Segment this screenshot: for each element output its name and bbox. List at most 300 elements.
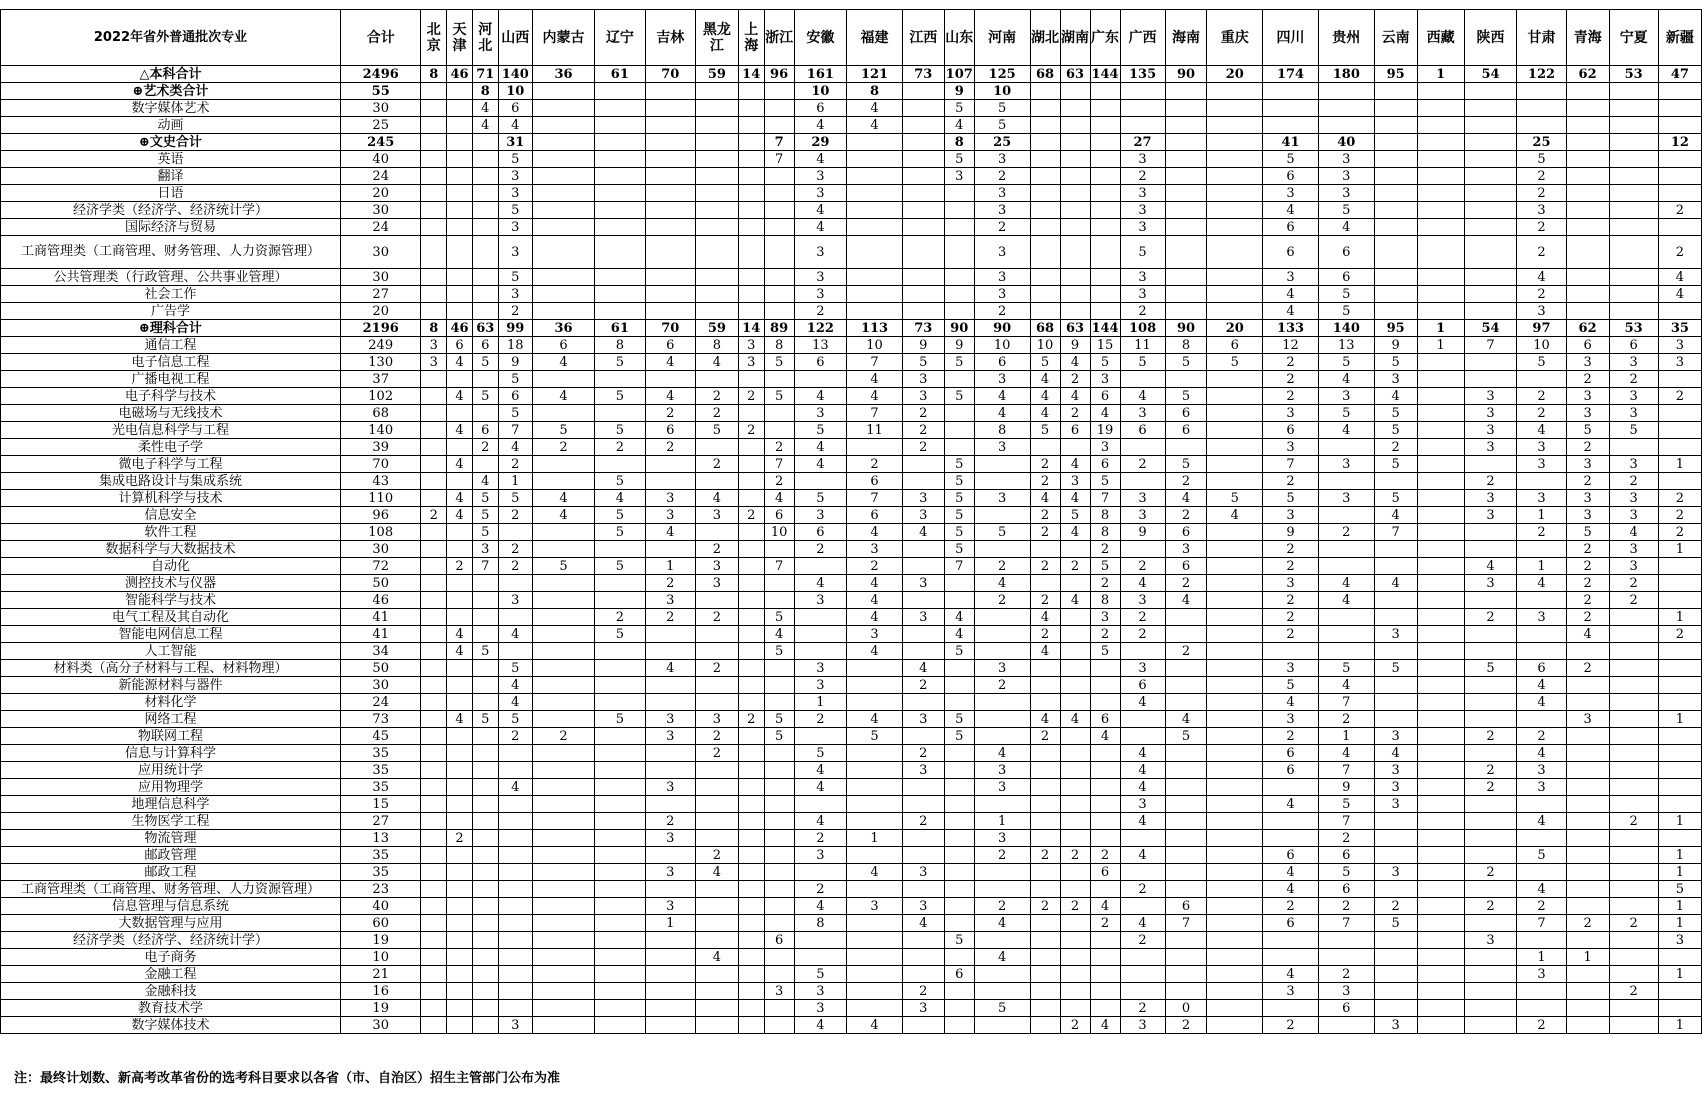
cell-value: 1 bbox=[1658, 915, 1701, 932]
cell-value bbox=[1207, 728, 1263, 745]
cell-value bbox=[421, 286, 447, 303]
cell-value bbox=[738, 898, 764, 915]
cell-value bbox=[1207, 202, 1263, 219]
cell-value: 2 bbox=[532, 439, 594, 456]
cell-value bbox=[1417, 1000, 1464, 1017]
cell-value: 3 bbox=[794, 168, 847, 185]
cell-value bbox=[595, 728, 645, 745]
cell-value bbox=[595, 456, 645, 473]
cell-value: 4 bbox=[847, 592, 903, 609]
cell-value: 2 bbox=[738, 507, 764, 524]
cell-value bbox=[595, 796, 645, 813]
cell-value bbox=[472, 626, 498, 643]
cell-value bbox=[1090, 269, 1120, 286]
cell-value bbox=[472, 796, 498, 813]
cell-value: 4 bbox=[1120, 915, 1165, 932]
cell-value bbox=[847, 439, 903, 456]
cell-value: 2 bbox=[1030, 507, 1060, 524]
cell-value bbox=[1464, 796, 1517, 813]
cell-value: 2 bbox=[1374, 898, 1417, 915]
cell-value bbox=[645, 881, 695, 898]
cell-value bbox=[974, 694, 1030, 711]
cell-value bbox=[1207, 643, 1263, 660]
cell-value bbox=[974, 609, 1030, 626]
cell-value bbox=[472, 864, 498, 881]
cell-value bbox=[1464, 949, 1517, 966]
cell-value: 6 bbox=[1090, 711, 1120, 728]
cell-value: 4 bbox=[974, 949, 1030, 966]
cell-value bbox=[1060, 983, 1090, 1000]
cell-value: 3 bbox=[1464, 507, 1517, 524]
cell-value: 90 bbox=[944, 320, 974, 337]
cell-value: 2 bbox=[1517, 236, 1566, 269]
cell-value bbox=[595, 830, 645, 847]
cell-value: 3 bbox=[1658, 354, 1701, 371]
cell-value bbox=[498, 915, 532, 932]
cell-value bbox=[1207, 83, 1263, 100]
cell-value: 3 bbox=[645, 728, 695, 745]
header-province: 辽宁 bbox=[595, 10, 645, 66]
cell-value bbox=[1060, 303, 1090, 320]
cell-value: 6 bbox=[1318, 847, 1374, 864]
cell-value: 5 bbox=[764, 354, 794, 371]
cell-value bbox=[645, 541, 695, 558]
cell-value: 174 bbox=[1263, 66, 1319, 83]
cell-value bbox=[1658, 168, 1701, 185]
cell-value bbox=[595, 117, 645, 134]
cell-value bbox=[532, 185, 594, 202]
cell-value bbox=[1658, 151, 1701, 168]
cell-value: 2 bbox=[1464, 779, 1517, 796]
cell-value: 4 bbox=[447, 711, 473, 728]
cell-value: 2 bbox=[695, 609, 738, 626]
cell-value: 3 bbox=[974, 151, 1030, 168]
cell-value bbox=[1030, 796, 1060, 813]
cell-value bbox=[944, 949, 974, 966]
cell-value: 2 bbox=[1566, 439, 1609, 456]
cell-value bbox=[532, 371, 594, 388]
cell-value: 180 bbox=[1318, 66, 1374, 83]
cell-value bbox=[1464, 881, 1517, 898]
cell-value: 4 bbox=[1030, 609, 1060, 626]
cell-value: 4 bbox=[1120, 575, 1165, 592]
cell-value bbox=[472, 1017, 498, 1034]
cell-value bbox=[1374, 643, 1417, 660]
cell-value bbox=[421, 422, 447, 439]
cell-value bbox=[764, 898, 794, 915]
cell-value bbox=[847, 779, 903, 796]
cell-value: 5 bbox=[794, 490, 847, 507]
cell-value bbox=[764, 286, 794, 303]
cell-value: 2 bbox=[1030, 847, 1060, 864]
cell-value bbox=[472, 966, 498, 983]
cell-value: 4 bbox=[1090, 898, 1120, 915]
cell-value: 2 bbox=[794, 303, 847, 320]
cell-value bbox=[1060, 100, 1090, 117]
cell-value: 3 bbox=[645, 898, 695, 915]
cell-value bbox=[1165, 881, 1207, 898]
cell-value bbox=[1464, 830, 1517, 847]
cell-value: 3 bbox=[1464, 490, 1517, 507]
cell-value bbox=[595, 405, 645, 422]
cell-value bbox=[1374, 269, 1417, 286]
cell-value: 8 bbox=[944, 134, 974, 151]
cell-value: 2 bbox=[794, 541, 847, 558]
cell-value bbox=[1030, 541, 1060, 558]
cell-value bbox=[1464, 677, 1517, 694]
cell-value bbox=[902, 185, 944, 202]
cell-value: 5 bbox=[1165, 456, 1207, 473]
cell-value bbox=[1566, 796, 1609, 813]
cell-value: 113 bbox=[847, 320, 903, 337]
cell-value: 2 bbox=[1030, 592, 1060, 609]
cell-value: 46 bbox=[447, 66, 473, 83]
cell-value: 6 bbox=[847, 473, 903, 490]
cell-value bbox=[738, 168, 764, 185]
cell-value bbox=[1464, 456, 1517, 473]
cell-value: 40 bbox=[1318, 134, 1374, 151]
cell-value bbox=[1417, 915, 1464, 932]
cell-value: 2 bbox=[764, 473, 794, 490]
cell-value bbox=[532, 796, 594, 813]
cell-value bbox=[738, 134, 764, 151]
cell-value bbox=[695, 473, 738, 490]
cell-value: 3 bbox=[695, 558, 738, 575]
cell-value: 4 bbox=[1517, 745, 1566, 762]
cell-value bbox=[764, 915, 794, 932]
cell-value bbox=[1609, 847, 1658, 864]
table-row bbox=[1, 236, 1702, 269]
cell-value: 4 bbox=[447, 422, 473, 439]
cell-value: 6 bbox=[1263, 219, 1319, 236]
cell-value bbox=[1374, 236, 1417, 269]
cell-value bbox=[695, 983, 738, 1000]
cell-value: 2 bbox=[1464, 609, 1517, 626]
cell-value bbox=[421, 100, 447, 117]
cell-value: 3 bbox=[1464, 405, 1517, 422]
cell-value bbox=[1207, 983, 1263, 1000]
cell-value: 4 bbox=[498, 779, 532, 796]
cell-value: 5 bbox=[1318, 354, 1374, 371]
row-total: 13 bbox=[340, 830, 420, 847]
cell-value bbox=[695, 185, 738, 202]
cell-value: 2 bbox=[1318, 898, 1374, 915]
cell-value bbox=[645, 1000, 695, 1017]
cell-value bbox=[1060, 286, 1090, 303]
cell-value bbox=[1517, 983, 1566, 1000]
cell-value bbox=[794, 728, 847, 745]
header-province: 山西 bbox=[498, 10, 532, 66]
cell-value: 4 bbox=[1090, 728, 1120, 745]
cell-value: 2 bbox=[902, 983, 944, 1000]
cell-value bbox=[1464, 151, 1517, 168]
cell-value: 2 bbox=[1658, 236, 1701, 269]
cell-value bbox=[1060, 185, 1090, 202]
cell-value: 5 bbox=[498, 269, 532, 286]
cell-value bbox=[421, 830, 447, 847]
cell-value: 4 bbox=[1263, 864, 1319, 881]
major-name: 物流管理 bbox=[1, 830, 341, 847]
cell-value bbox=[1060, 202, 1090, 219]
cell-value bbox=[764, 236, 794, 269]
cell-value bbox=[1030, 439, 1060, 456]
cell-value: 3 bbox=[1517, 456, 1566, 473]
cell-value bbox=[1609, 286, 1658, 303]
cell-value bbox=[472, 219, 498, 236]
cell-value bbox=[595, 219, 645, 236]
cell-value bbox=[1609, 949, 1658, 966]
cell-value: 3 bbox=[1318, 151, 1374, 168]
cell-value bbox=[764, 592, 794, 609]
cell-value bbox=[695, 1000, 738, 1017]
cell-value: 1 bbox=[1658, 864, 1701, 881]
cell-value bbox=[421, 932, 447, 949]
cell-value bbox=[1658, 660, 1701, 677]
cell-value: 144 bbox=[1091, 66, 1119, 82]
cell-value bbox=[1517, 473, 1566, 490]
cell-value: 2 bbox=[1566, 473, 1609, 490]
cell-value bbox=[498, 864, 532, 881]
cell-value bbox=[1120, 541, 1165, 558]
cell-value: 4 bbox=[847, 100, 903, 117]
cell-value: 2 bbox=[974, 677, 1030, 694]
cell-value: 1 bbox=[1517, 949, 1566, 966]
cell-value: 4 bbox=[532, 388, 594, 405]
cell-value: 3 bbox=[1120, 286, 1165, 303]
cell-value bbox=[847, 303, 903, 320]
cell-value bbox=[1609, 303, 1658, 320]
cell-value bbox=[847, 219, 903, 236]
cell-value bbox=[695, 219, 738, 236]
cell-value: 6 bbox=[1060, 422, 1090, 439]
cell-value bbox=[1120, 949, 1165, 966]
cell-value: 2 bbox=[1060, 558, 1090, 575]
major-name: 计算机科学与技术 bbox=[1, 490, 341, 507]
cell-value: 3 bbox=[902, 711, 944, 728]
cell-value bbox=[1165, 745, 1207, 762]
cell-value bbox=[1060, 609, 1090, 626]
cell-value: 2 bbox=[1517, 405, 1566, 422]
cell-value: 95 bbox=[1374, 320, 1417, 337]
cell-value: 5 bbox=[794, 966, 847, 983]
cell-value bbox=[1374, 813, 1417, 830]
cell-value bbox=[1374, 303, 1417, 320]
cell-value bbox=[764, 100, 794, 117]
row-total: 21 bbox=[340, 966, 420, 983]
cell-value bbox=[738, 728, 764, 745]
cell-value: 3 bbox=[498, 1017, 532, 1034]
cell-value bbox=[695, 643, 738, 660]
cell-value bbox=[498, 575, 532, 592]
cell-value: 3 bbox=[902, 388, 944, 405]
cell-value: 4 bbox=[902, 915, 944, 932]
cell-value bbox=[1060, 151, 1090, 168]
cell-value: 3 bbox=[1318, 456, 1374, 473]
cell-value: 54 bbox=[1464, 320, 1517, 337]
cell-value bbox=[532, 898, 594, 915]
cell-value: 140 bbox=[498, 66, 532, 83]
cell-value: 4 bbox=[1060, 524, 1090, 541]
cell-value bbox=[472, 236, 498, 269]
cell-value bbox=[532, 949, 594, 966]
cell-value bbox=[1090, 966, 1120, 983]
cell-value bbox=[1464, 83, 1517, 100]
cell-value: 4 bbox=[1263, 202, 1319, 219]
cell-value bbox=[472, 1000, 498, 1017]
cell-value: 5 bbox=[498, 490, 532, 507]
cell-value bbox=[1566, 677, 1609, 694]
cell-value: 3 bbox=[1609, 490, 1658, 507]
cell-value bbox=[1090, 949, 1120, 966]
cell-value: 4 bbox=[1030, 643, 1060, 660]
cell-value: 6 bbox=[1263, 168, 1319, 185]
cell-value: 3 bbox=[695, 507, 738, 524]
cell-value: 6 bbox=[1263, 422, 1319, 439]
cell-value: 3 bbox=[974, 236, 1030, 269]
cell-value bbox=[764, 269, 794, 286]
cell-value bbox=[695, 286, 738, 303]
cell-value: 2 bbox=[1318, 830, 1374, 847]
cell-value: 14 bbox=[738, 66, 764, 83]
cell-value bbox=[645, 168, 695, 185]
cell-value: 3 bbox=[498, 185, 532, 202]
cell-value: 3 bbox=[1120, 269, 1165, 286]
cell-value: 8 bbox=[847, 83, 903, 100]
cell-value bbox=[1609, 694, 1658, 711]
cell-value: 1 bbox=[1658, 541, 1701, 558]
cell-value bbox=[1207, 575, 1263, 592]
cell-value bbox=[1566, 694, 1609, 711]
cell-value: 6 bbox=[1165, 558, 1207, 575]
cell-value bbox=[1658, 949, 1701, 966]
cell-value: 7 bbox=[1090, 490, 1120, 507]
cell-value bbox=[498, 796, 532, 813]
cell-value bbox=[695, 371, 738, 388]
cell-value bbox=[447, 219, 473, 236]
cell-value: 3 bbox=[1374, 762, 1417, 779]
cell-value: 3 bbox=[1609, 541, 1658, 558]
cell-value bbox=[764, 185, 794, 202]
cell-value: 5 bbox=[1030, 354, 1060, 371]
cell-value: 96 bbox=[764, 66, 794, 83]
cell-value: 5 bbox=[764, 711, 794, 728]
cell-value bbox=[1517, 626, 1566, 643]
cell-value bbox=[1417, 728, 1464, 745]
cell-value: 2 bbox=[1517, 524, 1566, 541]
cell-value: 2 bbox=[738, 422, 764, 439]
cell-value bbox=[1566, 745, 1609, 762]
cell-value bbox=[447, 779, 473, 796]
cell-value bbox=[472, 915, 498, 932]
cell-value bbox=[1417, 779, 1464, 796]
cell-value: 6 bbox=[1207, 337, 1263, 354]
cell-value bbox=[794, 558, 847, 575]
cell-value: 4 bbox=[1263, 303, 1319, 320]
cell-value: 4 bbox=[1120, 388, 1165, 405]
cell-value bbox=[532, 830, 594, 847]
cell-value bbox=[421, 236, 447, 269]
cell-value bbox=[1417, 881, 1464, 898]
cell-value bbox=[1060, 779, 1090, 796]
cell-value bbox=[738, 456, 764, 473]
cell-value: 3 bbox=[1090, 439, 1120, 456]
cell-value: 3 bbox=[974, 371, 1030, 388]
cell-value bbox=[738, 219, 764, 236]
cell-value: 3 bbox=[1120, 405, 1165, 422]
cell-value bbox=[645, 83, 695, 100]
table-row bbox=[1, 507, 1702, 524]
cell-value: 2 bbox=[695, 405, 738, 422]
cell-value bbox=[532, 762, 594, 779]
header-province: 海南 bbox=[1165, 10, 1207, 66]
cell-value: 2 bbox=[1566, 541, 1609, 558]
cell-value bbox=[738, 83, 764, 100]
cell-value bbox=[695, 83, 738, 100]
cell-value bbox=[532, 660, 594, 677]
cell-value: 6 bbox=[472, 422, 498, 439]
cell-value: 9 bbox=[1318, 779, 1374, 796]
cell-value: 2 bbox=[1030, 728, 1060, 745]
cell-value: 68 bbox=[1030, 66, 1060, 83]
cell-value bbox=[645, 473, 695, 490]
cell-value bbox=[1030, 1000, 1060, 1017]
cell-value: 4 bbox=[695, 864, 738, 881]
cell-value bbox=[645, 269, 695, 286]
cell-value bbox=[974, 796, 1030, 813]
cell-value bbox=[1464, 694, 1517, 711]
cell-value bbox=[1417, 830, 1464, 847]
cell-value bbox=[1207, 134, 1263, 151]
cell-value: 3 bbox=[794, 269, 847, 286]
cell-value: 4 bbox=[974, 388, 1030, 405]
table-row bbox=[1, 185, 1702, 202]
cell-value bbox=[738, 286, 764, 303]
cell-value bbox=[1374, 185, 1417, 202]
cell-value bbox=[421, 983, 447, 1000]
cell-value bbox=[421, 813, 447, 830]
row-total: 15 bbox=[340, 796, 420, 813]
cell-value bbox=[794, 864, 847, 881]
cell-value: 4 bbox=[1318, 219, 1374, 236]
cell-value bbox=[1464, 983, 1517, 1000]
cell-value: 68 bbox=[1030, 320, 1060, 337]
cell-value bbox=[1464, 236, 1517, 269]
cell-value bbox=[1658, 219, 1701, 236]
cell-value: 4 bbox=[1060, 354, 1090, 371]
cell-value bbox=[944, 813, 974, 830]
cell-value bbox=[1318, 1017, 1374, 1034]
cell-value bbox=[738, 541, 764, 558]
cell-value bbox=[472, 575, 498, 592]
cell-value bbox=[1120, 711, 1165, 728]
cell-value: 4 bbox=[1060, 456, 1090, 473]
cell-value bbox=[738, 100, 764, 117]
cell-value bbox=[1566, 219, 1609, 236]
cell-value: 3 bbox=[1609, 354, 1658, 371]
cell-value: 73 bbox=[902, 320, 944, 337]
major-name: 国际经济与贸易 bbox=[1, 219, 341, 236]
cell-value: 5 bbox=[595, 354, 645, 371]
cell-value: 8 bbox=[794, 915, 847, 932]
cell-value: 5 bbox=[1374, 405, 1417, 422]
cell-value: 2 bbox=[794, 711, 847, 728]
cell-value: 10 bbox=[794, 83, 847, 100]
major-name: ⊕文史合计 bbox=[1, 134, 341, 151]
cell-value: 4 bbox=[532, 507, 594, 524]
cell-value bbox=[1090, 185, 1120, 202]
cell-value bbox=[1120, 371, 1165, 388]
cell-value bbox=[1165, 219, 1207, 236]
